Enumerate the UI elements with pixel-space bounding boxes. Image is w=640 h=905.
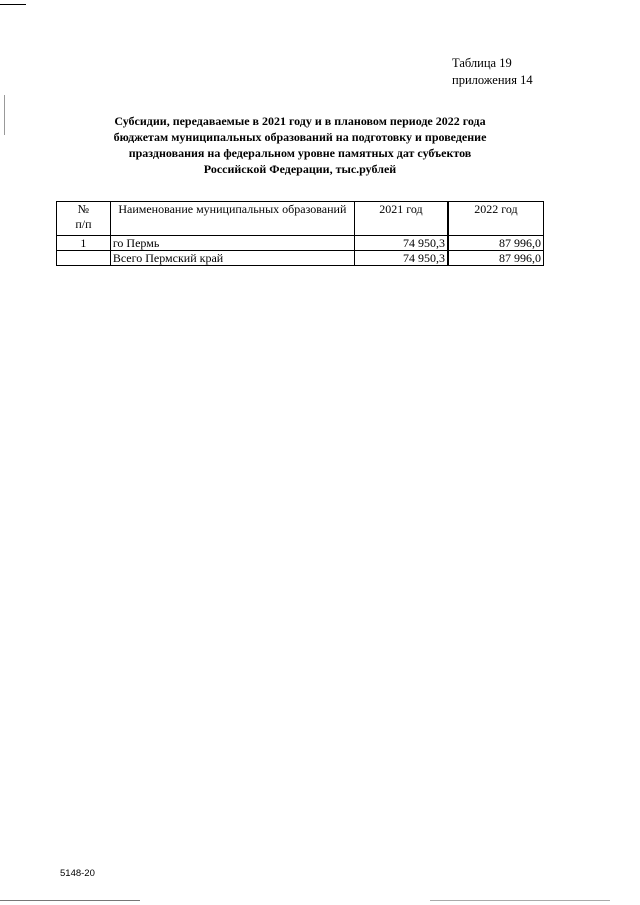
document-title	[95, 113, 505, 177]
header-2021: 2021 год	[354, 202, 448, 236]
scan-mark-top-left	[0, 4, 26, 5]
title-line-2: бюджетам муниципальных образований на подготовку и проведение	[113, 130, 487, 144]
header-number-line-1: №	[77, 202, 90, 216]
scan-mark-left-edge	[4, 95, 5, 135]
document-number: 5148-20	[60, 868, 95, 879]
cell-2021: 74 950,3	[354, 236, 448, 251]
table-reference	[452, 55, 533, 89]
title-line-1: Субсидии, передаваемые в 2021 году и в плановом периоде 2022 года	[114, 114, 486, 128]
header-municipality: Наименование муниципальных образований	[110, 202, 354, 236]
cell-municipality: го Пермь	[110, 236, 354, 251]
subsidies-table	[56, 201, 544, 266]
cell-number: 1	[57, 236, 111, 251]
cell-2022: 87 996,0	[448, 236, 544, 251]
reference-line-2: приложения 14	[452, 73, 533, 87]
cell-2021: 74 950,3	[354, 251, 448, 266]
table-header-row	[57, 202, 544, 236]
table-row-total	[57, 251, 544, 266]
cell-number	[57, 251, 111, 266]
header-number-line-2: п/п	[75, 217, 92, 231]
title-line-4: Российской Федерации, тыс.рублей	[203, 162, 397, 176]
scan-mark-bottom-right	[430, 900, 610, 901]
cell-2022: 87 996,0	[448, 251, 544, 266]
table-row	[57, 236, 544, 251]
scan-mark-bottom-left	[0, 900, 140, 901]
title-line-3: празднования на федеральном уровне памятных дат субъектов	[128, 146, 472, 160]
cell-municipality: Всего Пермский край	[110, 251, 354, 266]
header-number	[57, 202, 111, 236]
reference-line-1: Таблица 19	[452, 56, 512, 70]
header-2022: 2022 год	[448, 202, 544, 236]
